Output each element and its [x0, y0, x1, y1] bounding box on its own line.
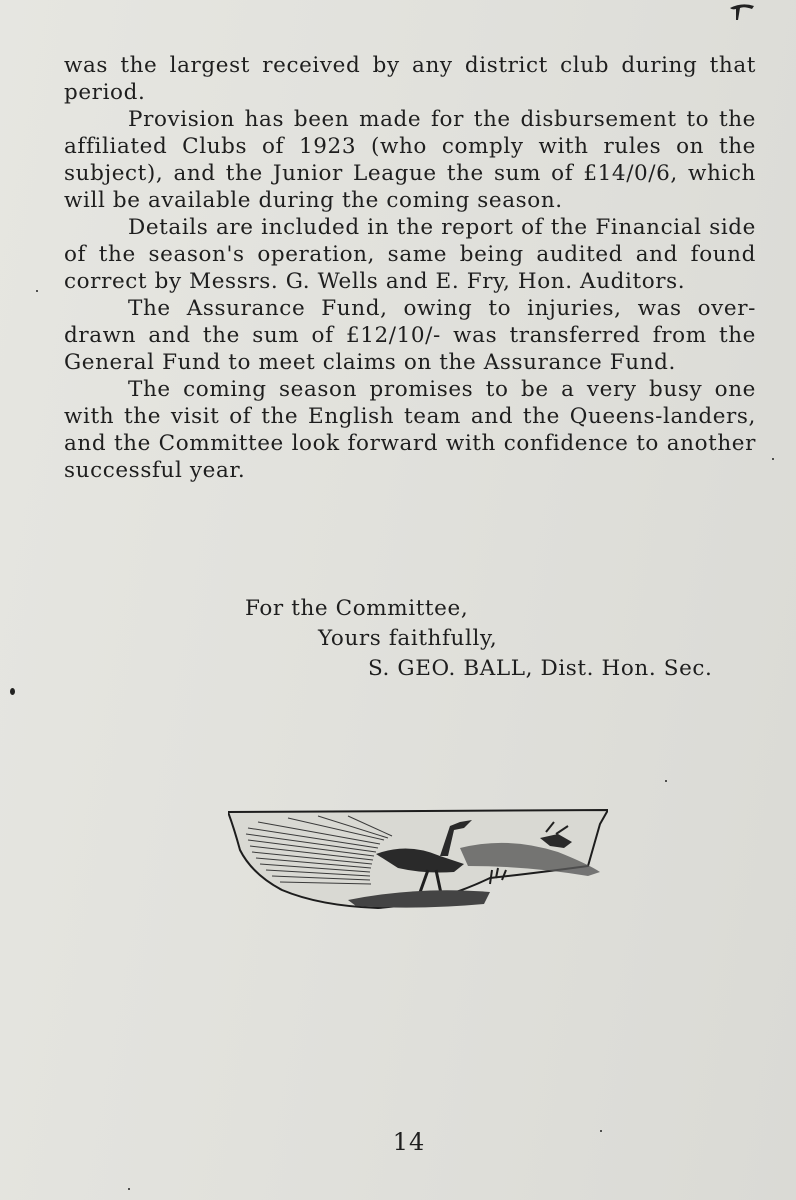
signoff-closing: Yours faithfully, — [318, 626, 498, 651]
paragraph-coming-season: The coming season promises to be a very busy one with the visit of the English team and the Queens-landers, and the Committee look forward with confidence to another successful year. — [64, 377, 756, 483]
corner-mark — [728, 2, 756, 22]
ink-speck — [128, 1188, 130, 1190]
signoff-signature: S. GEO. BALL, Dist. Hon. Sec. — [368, 656, 713, 681]
body-text — [64, 52, 756, 484]
paragraph-continuation: was the largest received by any district club during that period. — [64, 53, 756, 105]
ink-speck — [772, 458, 774, 460]
paragraph-provision: Provision has been made for the disbursement to the affiliated Clubs of 1923 (who comply with rules on the subject), and the Junior League the sum of £14/0/6, which will be available during the coming season. — [64, 107, 756, 213]
heron-ornament — [228, 808, 608, 912]
ink-speck — [600, 1130, 602, 1132]
signoff-committee: For the Committee, — [245, 596, 469, 621]
ink-speck — [36, 290, 38, 292]
ink-speck — [665, 780, 667, 782]
ink-speck — [10, 688, 15, 695]
page-number: 14 — [392, 1128, 426, 1156]
paragraph-details: Details are included in the report of the Financial side of the season's operation, same being audited and found correct by Messrs. G. Wells and E. Fry, Hon. Auditors. — [64, 215, 756, 294]
paragraph-assurance-fund: The Assurance Fund, owing to injuries, was over-drawn and the sum of £12/10/- was transferred from the General Fund to meet claims on the Assurance Fund. — [64, 296, 756, 375]
